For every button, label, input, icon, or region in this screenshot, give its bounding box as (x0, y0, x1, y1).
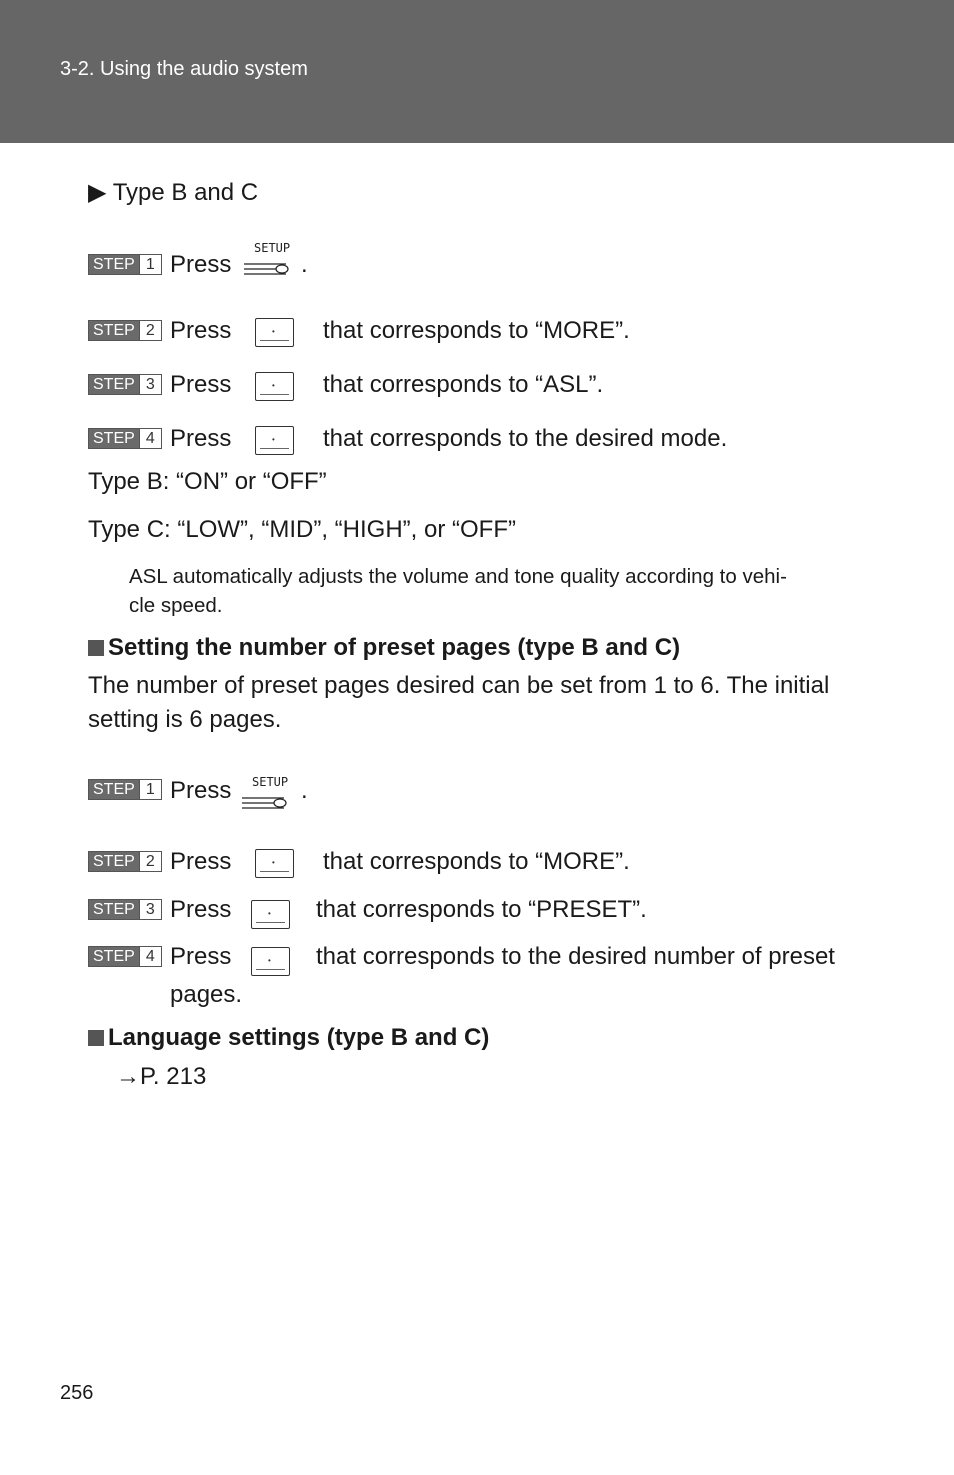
type-heading-text: Type B and C (112, 179, 259, 206)
square-bullet-icon (88, 1030, 104, 1046)
section-heading (88, 634, 680, 662)
preset-button-icon (255, 426, 294, 455)
step-badge (88, 254, 162, 275)
section-heading-text: Setting the number of preset pages (type B and C) (108, 634, 681, 661)
step-badge (88, 946, 162, 967)
step-badge (88, 320, 162, 341)
page-reference-link[interactable]: →P. 213 (116, 1063, 207, 1090)
note-line-2: cle speed. (129, 594, 223, 617)
step-number: 2 (139, 321, 161, 340)
triangle-bullet-icon: ▶ (88, 179, 107, 206)
paragraph-line-2: setting is 6 pages. (88, 706, 282, 733)
press-text: Press (170, 317, 232, 344)
step-label: STEP (89, 255, 139, 274)
dot-icon: • (268, 956, 271, 965)
dot-icon: • (272, 381, 275, 390)
preset-button-icon (255, 849, 294, 878)
press-text: Press (170, 848, 232, 875)
step-text: that corresponds to the desired number of preset (316, 943, 835, 970)
dot-icon: • (268, 909, 271, 918)
preset-button-icon (255, 318, 294, 347)
page-header (0, 0, 954, 143)
step-text: that corresponds to the desired mode. (323, 425, 728, 452)
step-badge (88, 851, 162, 872)
square-bullet-icon (88, 640, 104, 656)
step-text: that corresponds to “MORE”. (323, 317, 630, 344)
step-number: 3 (139, 900, 161, 919)
step-number: 3 (139, 375, 161, 394)
step-text-continued: pages. (170, 981, 243, 1008)
step-text: that corresponds to “ASL”. (323, 371, 604, 398)
setup-button-icon (240, 774, 292, 812)
note-line-1: ASL automatically adjusts the volume and tone quality according to vehi- (129, 565, 787, 588)
type-c-text: Type C: “LOW”, “MID”, “HIGH”, or “OFF” (88, 516, 516, 543)
dot-icon: • (272, 858, 275, 867)
preset-button-icon (251, 947, 290, 976)
setup-button-icon (242, 240, 294, 278)
page-number: 256 (60, 1382, 94, 1404)
type-heading (88, 178, 258, 207)
press-text: Press (170, 896, 232, 923)
step-label: STEP (89, 900, 139, 919)
type-b-text: Type B: “ON” or “OFF” (88, 468, 327, 495)
step-text: . (301, 777, 308, 804)
step-number: 1 (139, 255, 161, 274)
step-badge (88, 779, 162, 800)
step-text: that corresponds to “MORE”. (323, 848, 630, 875)
step-badge (88, 428, 162, 449)
press-text: Press (170, 371, 232, 398)
step-label: STEP (89, 375, 139, 394)
step-text: that corresponds to “PRESET”. (316, 896, 647, 923)
step-label: STEP (89, 321, 139, 340)
step-number: 1 (139, 780, 161, 799)
setup-icon-label: SETUP (252, 775, 289, 789)
dot-icon: • (272, 327, 275, 336)
header-title: 3-2. Using the audio system (60, 58, 308, 80)
press-text: Press (170, 777, 232, 804)
step-label: STEP (89, 780, 139, 799)
section-heading-text: Language settings (type B and C) (108, 1024, 490, 1051)
step-badge (88, 899, 162, 920)
step-label: STEP (89, 947, 139, 966)
step-number: 4 (139, 947, 161, 966)
preset-button-icon (255, 372, 294, 401)
setup-icon-label: SETUP (254, 241, 291, 255)
press-text: Press (170, 943, 232, 970)
press-text: Press (170, 425, 232, 452)
step-badge (88, 374, 162, 395)
step-number: 2 (139, 852, 161, 871)
step-label: STEP (89, 429, 139, 448)
press-text: Press (170, 251, 232, 278)
step-number: 4 (139, 429, 161, 448)
step-text: . (301, 251, 308, 278)
paragraph-line-1: The number of preset pages desired can be set from 1 to 6. The initial (88, 672, 830, 699)
section-heading (88, 1024, 489, 1052)
preset-button-icon (251, 900, 290, 929)
dot-icon: • (272, 435, 275, 444)
step-label: STEP (89, 852, 139, 871)
